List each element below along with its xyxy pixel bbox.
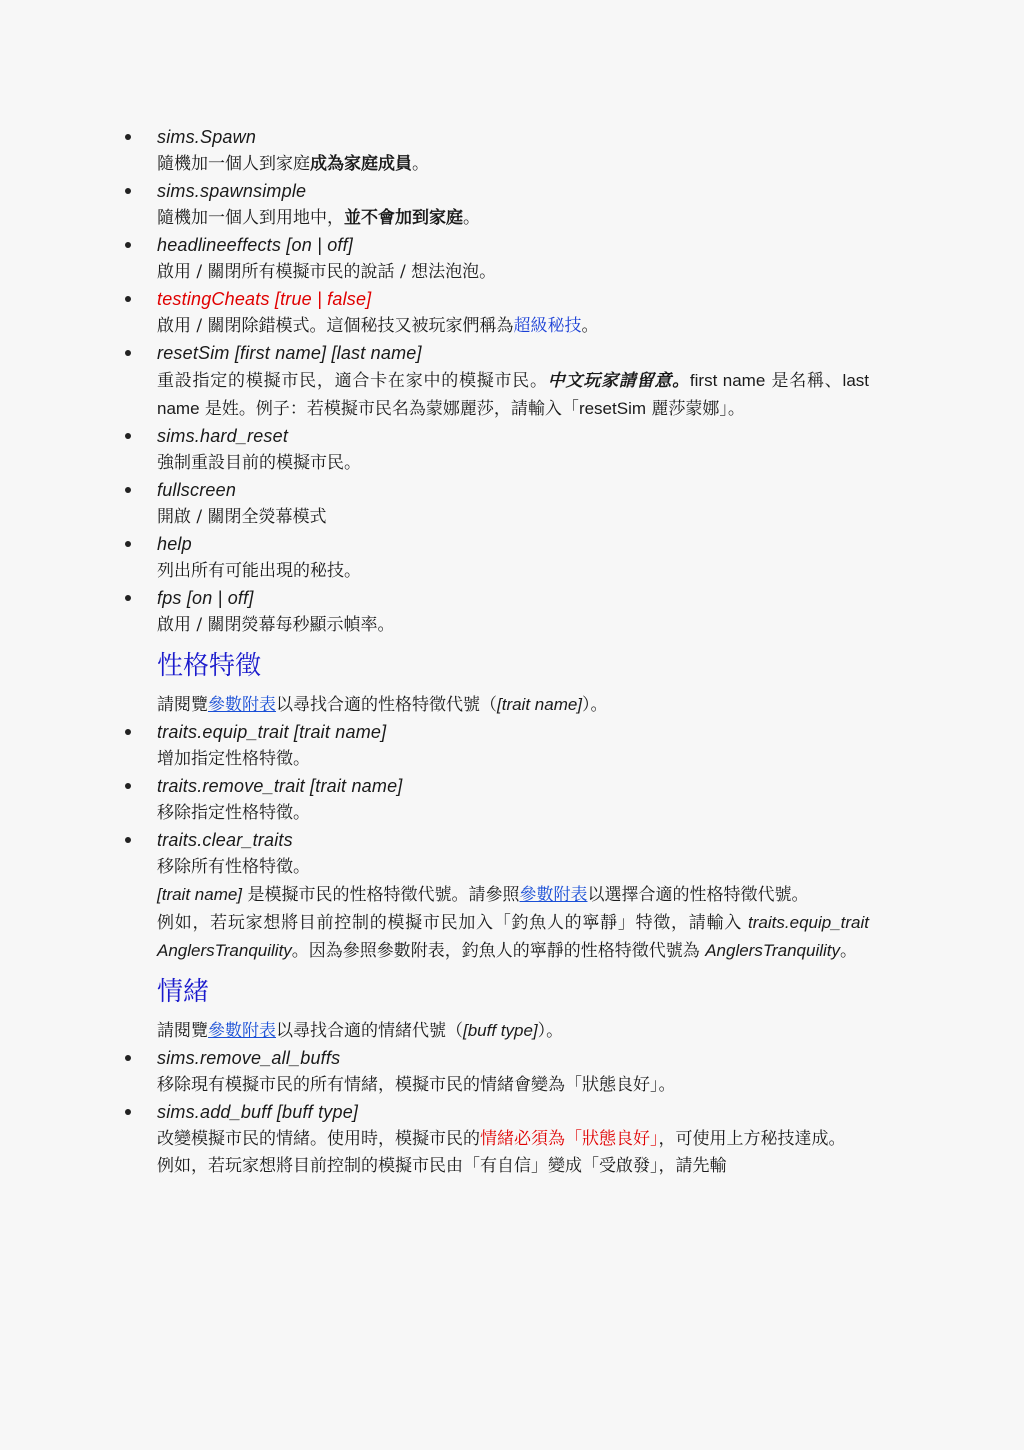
note-code: AnglersTranquility: [705, 941, 840, 960]
note-text: 例如，若玩家想將目前控制的模擬市民加入「釣魚人的寧靜」特徵，請輸入: [157, 913, 749, 933]
desc-warning: 情緒必須為「狀態良好」: [480, 1129, 659, 1149]
command-description: [157, 1126, 869, 1153]
desc-code: resetSim: [578, 399, 647, 418]
command-list: [157, 1045, 869, 1180]
command-list: [157, 124, 869, 639]
note-text: 。: [840, 941, 857, 961]
trait-example: [157, 909, 869, 965]
note-text: 以選擇合適的性格特徵代號。: [587, 885, 809, 905]
list-item: [157, 773, 869, 827]
desc-highlight: 超級秘技: [513, 316, 582, 336]
intro-text: ）。: [582, 695, 608, 715]
command-code: traits.equip_trait [trait name]: [157, 722, 387, 742]
command-description: 啟用 / 關閉所有模擬市民的說話 / 想法泡泡。: [157, 262, 497, 282]
desc-text: 重設指定的模擬市民，適合卡在家中的模擬市民。: [157, 371, 548, 391]
bullet: [125, 134, 131, 140]
section-intro: [157, 1017, 869, 1045]
bullet: [125, 487, 131, 493]
command-code: headlineeffects [on | off]: [157, 235, 354, 255]
command-description: [157, 313, 869, 340]
command-code: fps [on | off]: [157, 588, 254, 608]
bullet: [125, 1109, 131, 1115]
desc-text: 麗莎蒙娜」。: [646, 399, 745, 419]
bullet: [125, 541, 131, 547]
desc-text: 。: [463, 208, 480, 228]
desc-bold: 並不會加到家庭: [344, 208, 463, 228]
desc-text: 隨機加一個人到家庭: [157, 154, 310, 174]
intro-text: ）。: [537, 1021, 564, 1041]
desc-text: ，可使用上方秘技達成。: [658, 1129, 846, 1149]
intro-code: [trait name]: [497, 695, 583, 714]
intro-code: [buff type]: [463, 1021, 538, 1040]
intro-text: 請閱覽: [157, 1021, 208, 1041]
command-code: fullscreen: [157, 480, 237, 500]
command-code: traits.clear_traits: [157, 830, 293, 850]
command-description: [157, 151, 869, 178]
intro-text: 請閱覽: [157, 695, 208, 715]
desc-text: 啟用 / 關閉除錯模式。這個秘技又被玩家們稱為: [157, 316, 514, 336]
list-item: [157, 232, 869, 286]
command-code: sims.Spawn: [157, 127, 257, 147]
list-item: [157, 1099, 869, 1180]
note-code: traits.equip_trait AnglersTranquility: [157, 913, 869, 960]
command-description: 增加指定性格特徵。: [157, 749, 310, 769]
list-item: [157, 827, 869, 881]
bullet: [125, 783, 131, 789]
command-description: 列出所有可能出現的秘技。: [157, 561, 361, 581]
desc-text: 是姓。例子：若模擬市民名為蒙娜麗莎，請輸入「: [199, 399, 579, 419]
command-description: 移除指定性格特徵。: [157, 803, 310, 823]
desc-emphasis: 中文玩家請留意。: [547, 371, 690, 391]
list-item: [157, 178, 869, 232]
command-code: sims.remove_all_buffs: [157, 1048, 341, 1068]
bullet: [125, 188, 131, 194]
command-description: 移除所有性格特徵。: [157, 857, 310, 877]
command-description: [157, 367, 869, 423]
command-code: traits.remove_trait [trait name]: [157, 776, 403, 796]
command-code: sims.hard_reset: [157, 426, 289, 446]
list-item: [157, 423, 869, 477]
section-heading-traits: 性格特徵: [157, 651, 262, 681]
desc-text: 改變模擬市民的情緒。使用時，模擬市民的: [157, 1129, 480, 1149]
desc-text: 。: [412, 154, 429, 174]
command-list: [157, 719, 869, 881]
command-code: sims.add_buff [buff type]: [157, 1102, 359, 1122]
list-item: [157, 477, 869, 531]
bullet: [125, 433, 131, 439]
desc-code: last name: [157, 371, 870, 418]
list-item: [157, 531, 869, 585]
list-item: [157, 340, 869, 423]
parameter-table-link[interactable]: 參數附表: [208, 695, 276, 715]
note-text: 。因為參照參數附表，釣魚人的寧靜的性格特徵代號為: [291, 941, 706, 961]
section-intro: [157, 691, 869, 719]
desc-text: 是名稱、: [765, 371, 843, 391]
list-item: [157, 719, 869, 773]
bullet: [125, 1055, 131, 1061]
parameter-table-link[interactable]: 參數附表: [208, 1021, 276, 1041]
command-description: 移除現有模擬市民的所有情緒，模擬市民的情緒會變為「狀態良好」。: [157, 1075, 676, 1095]
command-description: 開啟 / 關閉全熒幕模式: [157, 507, 327, 527]
bullet: [125, 296, 131, 302]
bullet: [125, 837, 131, 843]
bullet: [125, 242, 131, 248]
desc-code: first name: [689, 371, 766, 390]
command-description: 強制重設目前的模擬市民。: [157, 453, 361, 473]
bullet: [125, 595, 131, 601]
list-item: [157, 286, 869, 340]
list-item: [157, 1045, 869, 1099]
note-code: [trait name]: [157, 885, 243, 904]
command-code-highlighted: testingCheats [true | false]: [157, 289, 372, 309]
command-code: resetSim [first name] [last name]: [157, 343, 422, 363]
list-item: [157, 585, 869, 639]
list-item: [157, 124, 869, 178]
desc-text: 。: [581, 316, 599, 336]
command-code: sims.spawnsimple: [157, 181, 307, 201]
command-description: 啟用 / 關閉熒幕每秒顯示幀率。: [157, 615, 395, 635]
section-heading-moods: 情緒: [157, 977, 210, 1007]
bullet: [125, 350, 131, 356]
command-example: 例如，若玩家想將目前控制的模擬市民由「有自信」變成「受啟發」，請先輸: [157, 1156, 727, 1176]
note-text: 是模擬市民的性格特徵代號。請參照: [242, 885, 520, 905]
desc-bold: 成為家庭成員: [310, 154, 412, 174]
trait-note: [157, 881, 869, 909]
command-code: help: [157, 534, 192, 554]
bullet: [125, 729, 131, 735]
command-description: [157, 205, 869, 232]
desc-text: 隨機加一個人到用地中，: [157, 208, 344, 228]
document-content: [157, 124, 869, 1180]
parameter-table-link[interactable]: 參數附表: [519, 885, 588, 905]
intro-text: 以尋找合適的性格特徵代號（: [276, 695, 497, 715]
intro-text: 以尋找合適的情緒代號（: [276, 1021, 463, 1041]
